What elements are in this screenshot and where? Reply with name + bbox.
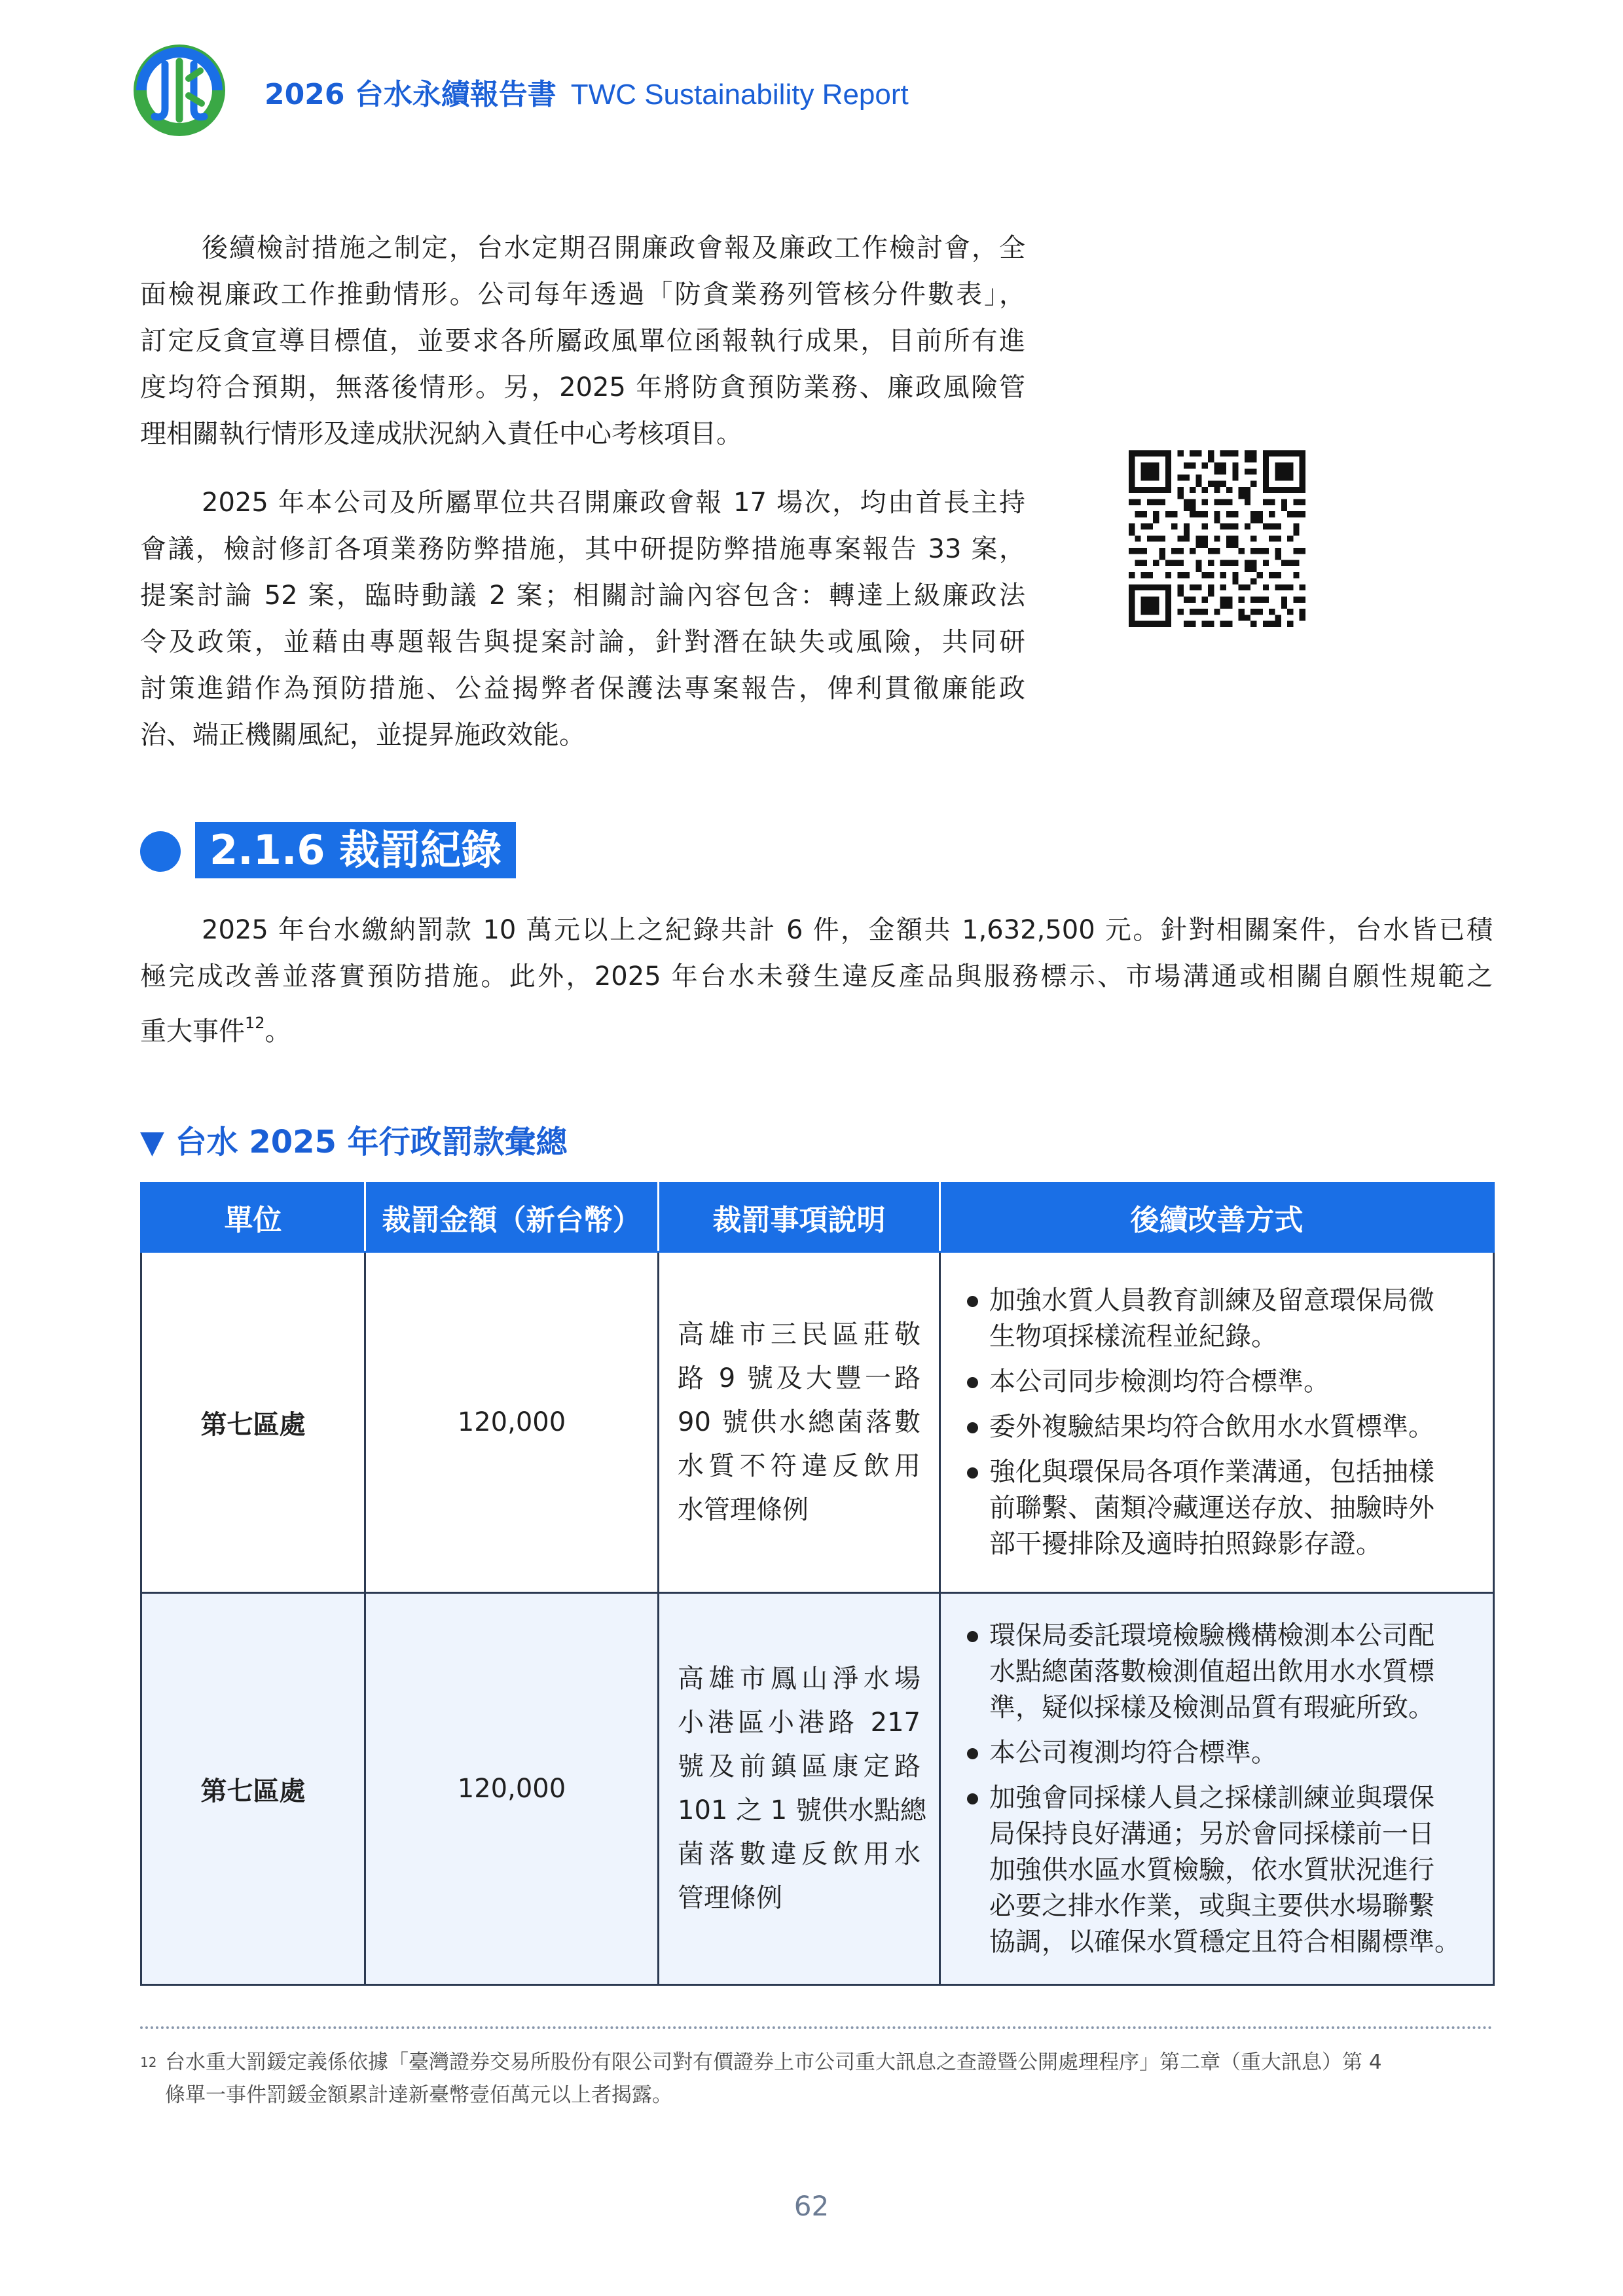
list-item	[964, 1283, 1467, 1355]
table-row	[141, 1252, 1494, 1593]
col-header-improvement: 後續改善方式	[940, 1183, 1494, 1252]
item-line: 本公司同步檢測均符合標準。	[989, 1366, 1330, 1397]
text-line: 令及政策，並藉由專題報告與提案討論，針對潛在缺失或風險，共同研	[140, 627, 1025, 657]
text-line: 面檢視廉政工作推動情形。公司每年透過「防貪業務列管核分件數表」，	[140, 279, 1025, 310]
item-line: 協調，以確保水質穩定且符合相關標準。	[989, 1926, 1461, 1957]
footnote-ref[interactable]: 12	[245, 1014, 265, 1032]
desc-line: 水管理條例	[678, 1494, 809, 1525]
page-number: 62	[793, 2190, 830, 2222]
improvement-list	[964, 1618, 1467, 1960]
desc-line: 水質不符違反飲用	[678, 1450, 921, 1481]
header-title-en: TWC Sustainability Report	[570, 79, 909, 111]
cell-amount: 120,000	[365, 1593, 659, 1985]
item-line: 前聯繫、菌類冷藏運送存放、抽驗時外	[989, 1492, 1434, 1523]
item-line: 強化與環保局各項作業溝通，包括抽樣	[989, 1456, 1434, 1487]
text-line	[140, 1000, 1493, 1047]
header-title-cn: 2026 台水永續報告書	[264, 78, 556, 111]
item-line: 環保局委託環境檢驗機構檢測本公司配	[989, 1620, 1434, 1651]
footnote-divider	[140, 2026, 1493, 2029]
item-line: 水點總菌落數檢測值超出飲用水水質標	[989, 1656, 1434, 1687]
desc-line: 菌落數違反飲用水	[678, 1839, 921, 1869]
col-header-unit: 單位	[141, 1183, 365, 1252]
item-line: 加強水質人員教育訓練及留意環保局微	[989, 1285, 1434, 1316]
text-line: 治、端正機關風紀，並提昇施政效能。	[140, 720, 585, 750]
text-fragment: 重大事件	[140, 1016, 245, 1047]
cell-unit: 第七區處	[141, 1593, 365, 1985]
qr-code-icon	[1129, 450, 1305, 627]
text-line: 極完成改善並落實預防措施。此外，2025 年台水未發生違反產品與服務標示、市場溝通或相關自願性規範之	[140, 961, 1493, 992]
footnote	[140, 2046, 1493, 2111]
text-line: 會議，檢討修訂各項業務防弊措施，其中研提防弊措施專案報告 33 案，	[140, 534, 1025, 564]
desc-line: 管理條例	[678, 1883, 782, 1913]
desc-line: 90 號供水總菌落數	[678, 1407, 921, 1437]
text-line: 後續檢討措施之制定，台水定期召開廉政會報及廉政工作檢討會，全	[202, 233, 1025, 263]
item-line: 局保持良好溝通；另於會同採樣前一日	[989, 1818, 1434, 1849]
improvement-list	[964, 1283, 1467, 1562]
text-line: 度均符合預期，無落後情形。另，2025 年將防貪預防業務、廉政風險管	[140, 372, 1025, 403]
item-line: 部干擾排除及適時拍照錄影存證。	[989, 1528, 1382, 1559]
desc-line: 高雄市三民區莊敬	[678, 1319, 921, 1350]
list-item	[964, 1454, 1467, 1562]
cell-improvement	[940, 1593, 1494, 1985]
cell-description	[659, 1252, 940, 1593]
item-line: 生物項採樣流程並紀錄。	[989, 1321, 1277, 1352]
text-line: 提案討論 52 案，臨時動議 2 案；相關討論內容包含：轉達上級廉政法	[140, 581, 1025, 611]
text-line: 2025 年本公司及所屬單位共召開廉政會報 17 場次，均由首長主持	[202, 488, 1025, 518]
item-line: 本公司複測均符合標準。	[989, 1737, 1277, 1768]
text-fragment: 。	[264, 1016, 291, 1047]
table-row	[141, 1593, 1494, 1985]
footnote-line: 條單一事件罰鍰金額累計達新臺幣壹佰萬元以上者揭露。	[165, 2083, 672, 2107]
footnote-number: 12	[140, 2054, 157, 2070]
list-item	[964, 1618, 1467, 1726]
section-paragraph	[140, 907, 1493, 1047]
cell-improvement	[940, 1252, 1494, 1593]
col-header-amount: 裁罰金額（新台幣）	[365, 1183, 659, 1252]
item-line: 必要之排水作業，或與主要供水場聯繫	[989, 1890, 1434, 1921]
footnote-line: 台水重大罰鍰定義係依據「臺灣證券交易所股份有限公司對有價證券上市公司重大訊息之查證暨公開處理程序」第二章（重大訊息）第 4	[165, 2051, 1382, 2074]
text-line: 理相關執行情形及達成狀況納入責任中心考核項目。	[140, 419, 742, 449]
item-line: 準，疑似採樣及檢測品質有瑕疵所致。	[989, 1692, 1434, 1723]
col-header-description: 裁罰事項說明	[659, 1183, 940, 1252]
report-header-title	[264, 71, 909, 113]
intro-paragraph-1	[140, 225, 1025, 457]
text-line: 訂定反貪宣導目標值，並要求各所屬政風單位函報執行成果，目前所有進	[140, 326, 1025, 356]
item-line: 加強供水區水質檢驗，依水質狀況進行	[989, 1854, 1434, 1885]
cell-amount: 120,000	[365, 1252, 659, 1593]
table-title: ▼ 台水 2025 年行政罰款彙總	[140, 1124, 568, 1160]
item-line: 委外複驗結果均符合飲用水水質標準。	[989, 1411, 1434, 1442]
section-bullet-icon	[140, 831, 181, 872]
desc-line: 號及前鎮區康定路	[678, 1751, 921, 1782]
desc-line: 101 之 1 號供水點總	[678, 1795, 926, 1825]
desc-line: 小港區小港路 217	[678, 1708, 921, 1738]
desc-line: 路 9 號及大豐一路	[678, 1363, 921, 1393]
cell-description	[659, 1593, 940, 1985]
text-line: 討策進錯作為預防措施、公益揭弊者保護法專案報告，俾利貫徹廉能政	[140, 673, 1025, 704]
item-line: 加強會同採樣人員之採樣訓練並與環保	[989, 1782, 1434, 1813]
text-line: 2025 年台水繳納罰款 10 萬元以上之紀錄共計 6 件，金額共 1,632,500 元。針對相關案件，台水皆已積	[202, 915, 1493, 945]
section-heading: 2.1.6 裁罰紀錄	[195, 822, 516, 878]
intro-paragraph-2	[140, 480, 1025, 759]
twc-logo-icon	[131, 42, 228, 139]
cell-unit: 第七區處	[141, 1252, 365, 1593]
desc-line: 高雄市鳳山淨水場	[678, 1664, 921, 1694]
penalty-table	[140, 1182, 1495, 1986]
list-item	[964, 1364, 1467, 1400]
table-header-row	[141, 1183, 1494, 1252]
list-item	[964, 1409, 1467, 1445]
list-item	[964, 1735, 1467, 1771]
list-item	[964, 1780, 1467, 1960]
